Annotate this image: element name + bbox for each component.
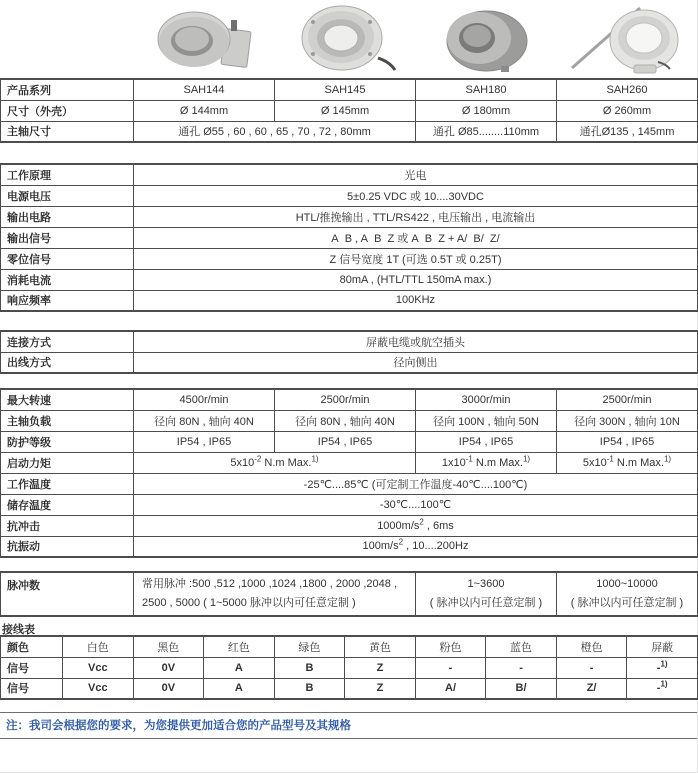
spec-label: 消耗电流 [1, 269, 134, 290]
wire-signal: Z [345, 657, 416, 678]
spec-label: 输出信号 [1, 227, 134, 248]
spec-value: Z 信号宽度 1T (可选 0.5T 或 0.25T) [134, 248, 698, 269]
table-row [1, 227, 698, 248]
spec-label: 启动力矩 [1, 452, 134, 473]
encoder-photo-icon [139, 4, 269, 74]
wiring-table-title: 接线表 [2, 624, 35, 636]
wire-color: 蓝色 [486, 636, 557, 657]
wire-signal: B [274, 678, 345, 699]
spec-value: Ø 260mm [557, 100, 698, 121]
wire-color: 屏蔽 [627, 636, 698, 657]
spec-value: $1000m/s^2$ , 6ms [134, 515, 698, 536]
wire-signal: A [204, 678, 275, 699]
pulse-count-table [0, 571, 698, 617]
spec-label: 连接方式 [1, 331, 134, 352]
spec-value: 径向 300N , 轴向 10N [557, 410, 698, 431]
spec-value: 通孔 Ø55 , 60 , 60 , 65 , 70 , 72 , 80mm [134, 121, 416, 142]
spec-value: 常用脉冲 :500 ,512 ,1000 ,1024 ,1800 , 2000 ,2048 , 2500 , 5000 ( 1~5000 脉冲以内可任意定制 ) [134, 572, 416, 616]
table-row [1, 494, 698, 515]
spec-value: 径向 80N , 轴向 40N [275, 410, 416, 431]
table-row [1, 185, 698, 206]
table-row [1, 290, 698, 311]
table-row [1, 389, 698, 410]
connection-spec-table [0, 330, 698, 374]
spec-value: 80mA , (HTL/TTL 150mA max.) [134, 269, 698, 290]
spec-value: 光电 [134, 164, 698, 185]
spec-value: SAH180 [416, 79, 557, 100]
table-row [1, 164, 698, 185]
table-row [1, 100, 698, 121]
spec-label: 抗振动 [1, 536, 134, 557]
product-image-sah145 [274, 0, 415, 78]
spec-label: 产品系列 [1, 79, 134, 100]
spec-value: 径向侧出 [134, 352, 698, 373]
wire-signal: 0V [133, 657, 204, 678]
encoder-photo-icon [280, 4, 410, 74]
table-row [1, 431, 698, 452]
wire-color: 白色 [63, 636, 134, 657]
table-row [1, 473, 698, 494]
spec-value: IP54 , IP65 [416, 431, 557, 452]
spec-value: $5x10^{-1}$ N.m Max.$^{1)}$ [557, 452, 698, 473]
wire-signal: Z/ [556, 678, 627, 699]
spec-value: IP54 , IP65 [557, 431, 698, 452]
wire-color: 绿色 [274, 636, 345, 657]
spec-value: Ø 145mm [275, 100, 416, 121]
table-row [1, 206, 698, 227]
wire-signal-shield: -$^{1)}$ [627, 657, 698, 678]
spec-label: 输出电路 [1, 206, 134, 227]
spec-value: Ø 144mm [134, 100, 275, 121]
spec-value: IP54 , IP65 [275, 431, 416, 452]
spec-label: 抗冲击 [1, 515, 134, 536]
table-row [1, 121, 698, 142]
spec-value: -25℃....85℃ (可定制工作温度-40℃....100℃) [134, 473, 698, 494]
spec-value: IP54 , IP65 [134, 431, 275, 452]
spec-value: -30℃....100℃ [134, 494, 698, 515]
spec-value: Ø 180mm [416, 100, 557, 121]
table-row [1, 536, 698, 557]
wire-signal-shield: -$^{1)}$ [627, 678, 698, 699]
encoder-photo-icon [562, 4, 692, 74]
mechanical-spec-table [0, 388, 698, 558]
wire-color: 橙色 [556, 636, 627, 657]
spec-value: 屏蔽电缆或航空插头 [134, 331, 698, 352]
wire-signal: B/ [486, 678, 557, 699]
wire-signal: A [204, 657, 275, 678]
wire-signal: A/ [415, 678, 486, 699]
table-row [1, 636, 698, 657]
wire-signal-label: 信号 [1, 678, 63, 699]
table-row [1, 410, 698, 431]
spec-value: 通孔 Ø85........110mm [416, 121, 557, 142]
table-row [1, 515, 698, 536]
wire-signal: - [556, 657, 627, 678]
spec-value: 1~3600 ( 脉冲以内可任意定制 ) [416, 572, 557, 616]
table-row [1, 331, 698, 352]
wire-signal: - [415, 657, 486, 678]
spec-label: 工作原理 [1, 164, 134, 185]
product-summary-table [0, 78, 698, 143]
spec-value: $5x10^{-2}$ N.m Max.$^{1)}$ [134, 452, 416, 473]
spec-value: $100m/s^2$ , 10....200Hz [134, 536, 698, 557]
electrical-spec-table [0, 163, 698, 312]
spec-value: 3000r/min [416, 389, 557, 410]
wire-color: 粉色 [415, 636, 486, 657]
product-image-sah144 [133, 0, 274, 78]
spec-value: SAH144 [134, 79, 275, 100]
table-row [1, 269, 698, 290]
spec-value: 2500r/min [557, 389, 698, 410]
spec-label: 电源电压 [1, 185, 134, 206]
wire-color: 红色 [204, 636, 275, 657]
wire-color: 黑色 [133, 636, 204, 657]
spec-value: SAH260 [557, 79, 698, 100]
wire-signal: Vcc [63, 678, 134, 699]
spec-value: SAH145 [275, 79, 416, 100]
wire-color-label: 颜色 [1, 636, 63, 657]
spec-label: 尺寸（外壳） [1, 100, 134, 121]
spec-label: 零位信号 [1, 248, 134, 269]
spec-value: 5±0.25 VDC 或 10....30VDC [134, 185, 698, 206]
table-row [1, 79, 698, 100]
product-photos-row [0, 0, 697, 78]
spec-label: 储存温度 [1, 494, 134, 515]
spec-value: A B , A B Z 或 A B Z + A/ B/ Z/ [134, 227, 698, 248]
spec-value: 1000~10000 ( 脉冲以内可任意定制 ) [557, 572, 698, 616]
wire-signal: Vcc [63, 657, 134, 678]
spec-label: 出线方式 [1, 352, 134, 373]
wire-signal: B [274, 657, 345, 678]
product-image-sah180 [415, 0, 556, 78]
product-image-sah260 [556, 0, 697, 78]
wire-signal: Z [345, 678, 416, 699]
wire-color: 黄色 [345, 636, 416, 657]
spec-value: 4500r/min [134, 389, 275, 410]
table-row [1, 352, 698, 373]
spec-value: $1x10^{-1}$ N.m Max.$^{1)}$ [416, 452, 557, 473]
spec-value: 径向 80N , 轴向 40N [134, 410, 275, 431]
encoder-photo-icon [421, 4, 551, 74]
table-row [1, 452, 698, 473]
table-row [1, 248, 698, 269]
spec-label: 最大转速 [1, 389, 134, 410]
table-row [1, 657, 698, 678]
wiring-table [0, 635, 698, 700]
table-row [1, 678, 698, 699]
spec-label: 防护等级 [1, 431, 134, 452]
spec-value: 径向 100N , 轴向 50N [416, 410, 557, 431]
spec-value: HTL/推挽输出 , TTL/RS422 , 电压输出 , 电流输出 [134, 206, 698, 227]
wire-signal: 0V [133, 678, 204, 699]
spec-value: 通孔Ø135 , 145mm [557, 121, 698, 142]
spec-label: 主轴负载 [1, 410, 134, 431]
table-row [1, 572, 698, 616]
footer-note: 注：我司会根据您的要求，为您提供更加适合您的产品型号及其规格 [0, 712, 697, 739]
spec-value: 2500r/min [275, 389, 416, 410]
wire-signal-label: 信号 [1, 657, 63, 678]
wire-signal: - [486, 657, 557, 678]
spec-label: 响应频率 [1, 290, 134, 311]
spec-label: 主轴尺寸 [1, 121, 134, 142]
spec-value: 100KHz [134, 290, 698, 311]
spec-label: 工作温度 [1, 473, 134, 494]
spec-label: 脉冲数 [1, 572, 134, 616]
